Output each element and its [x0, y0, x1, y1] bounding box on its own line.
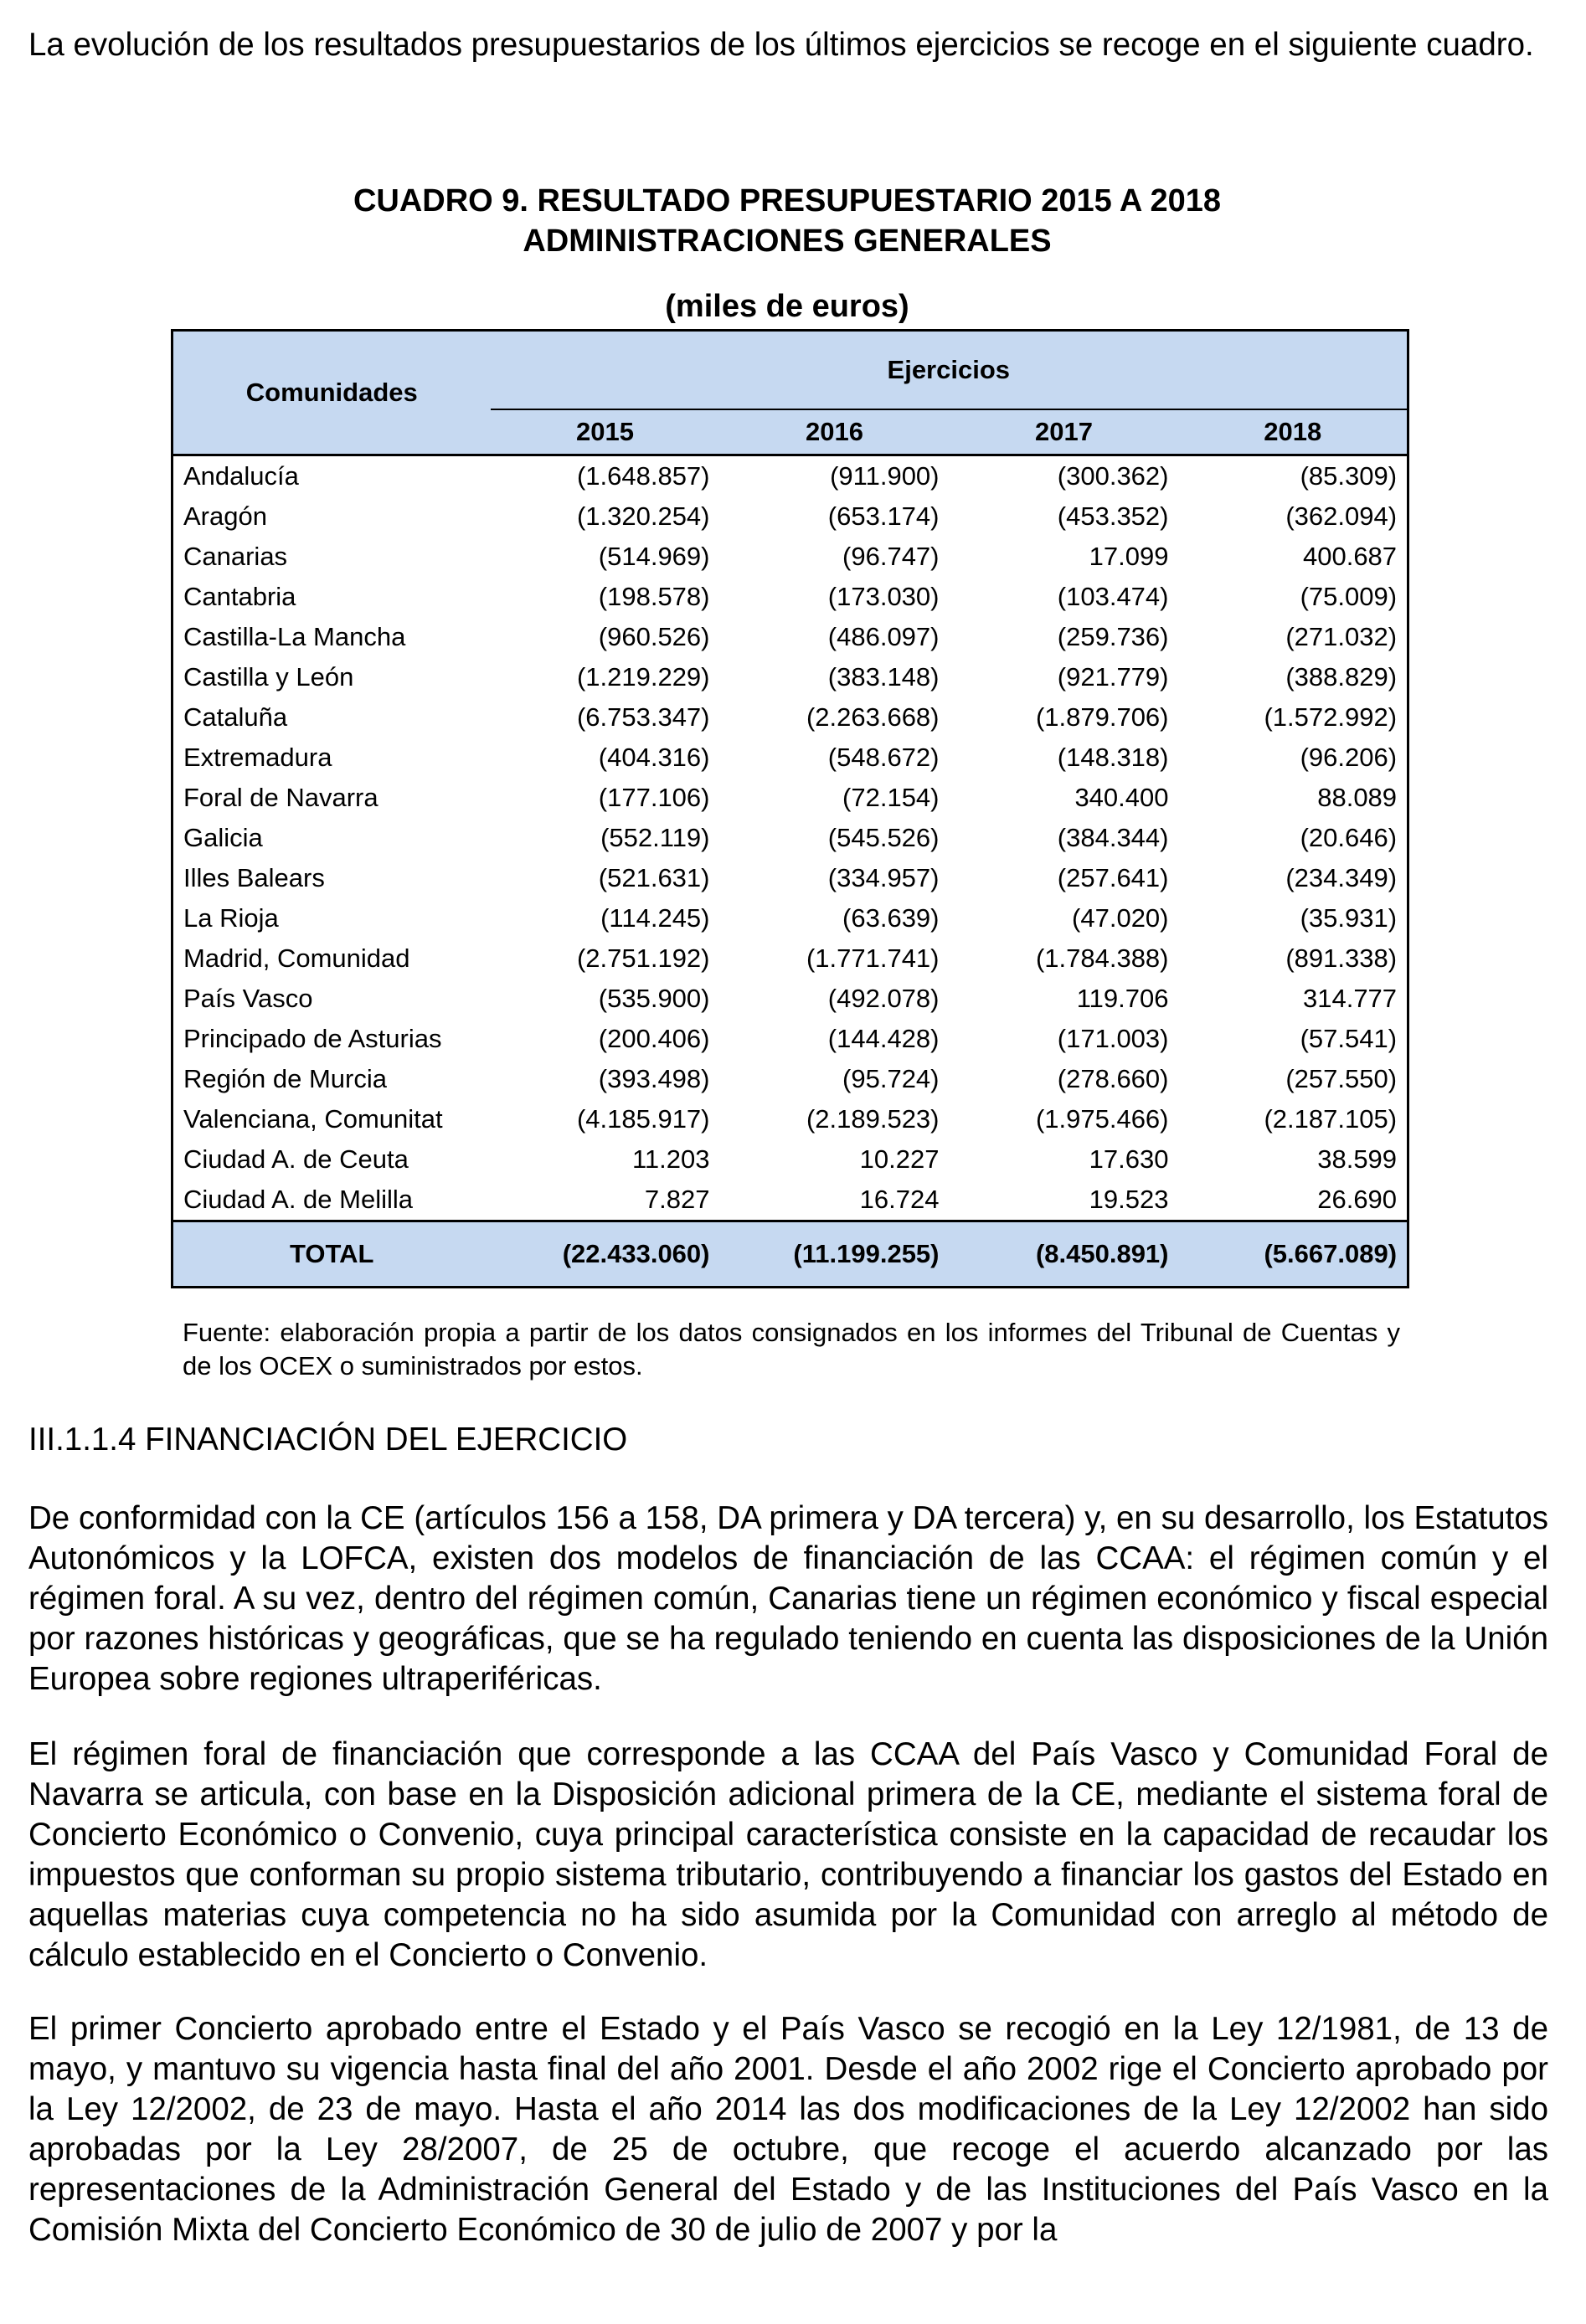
- table-row: [173, 778, 1408, 818]
- total-cell: (11.199.255): [720, 1221, 950, 1288]
- row-value-cell: (103.474): [1057, 582, 1169, 611]
- row-value-cell: (57.541): [1300, 1024, 1398, 1053]
- row-value-cell: (75.009): [1300, 582, 1398, 611]
- row-comunidad-name: Cantabria: [183, 582, 296, 611]
- table-row: [173, 577, 1408, 617]
- row-comunidad-name: Castilla y León: [183, 662, 354, 692]
- table-row: [173, 1059, 1408, 1099]
- row-value-cell: (960.526): [598, 622, 710, 651]
- table-row: [173, 979, 1408, 1019]
- row-value-cell: 340.400: [1074, 783, 1169, 812]
- row-value-cell: 17.630: [1089, 1144, 1169, 1174]
- row-value-cell: (891.338): [1285, 943, 1398, 973]
- table-row: [173, 818, 1408, 858]
- row-comunidad-name: Galicia: [183, 823, 263, 852]
- row-value-cell: (535.900): [598, 984, 710, 1013]
- table-row: [173, 455, 1408, 497]
- row-value-cell: (257.550): [1285, 1064, 1398, 1093]
- row-value-cell: (234.349): [1285, 863, 1398, 892]
- table-caption-units: (miles de euros): [665, 289, 909, 324]
- table-header-row: [173, 331, 1408, 410]
- table-row: [173, 1019, 1408, 1059]
- row-value-cell: (278.660): [1057, 1064, 1169, 1093]
- row-value-cell: (2.751.192): [576, 943, 710, 973]
- table-row: [173, 697, 1408, 738]
- row-comunidad-name: Castilla-La Mancha: [183, 622, 406, 651]
- row-comunidad-name: La Rioja: [183, 903, 279, 933]
- total-cell: (22.433.060): [491, 1221, 720, 1288]
- row-value-cell: (300.362): [950, 455, 1179, 497]
- section-heading: III.1.1.4 FINANCIACIÓN DEL EJERCICIO: [28, 1422, 628, 1458]
- row-comunidad-name: Cataluña: [183, 702, 288, 732]
- header-year: 2016: [806, 417, 863, 446]
- row-value-cell: (2.189.523): [806, 1104, 940, 1134]
- row-value-cell: (384.344): [1057, 823, 1169, 852]
- row-value-cell: (393.498): [598, 1064, 710, 1093]
- table-row: [173, 938, 1408, 979]
- row-comunidad-name: Foral de Navarra: [183, 783, 378, 812]
- row-value-cell: (1.648.857): [491, 455, 720, 497]
- table-row: [173, 1139, 1408, 1180]
- row-value-cell: (47.020): [1072, 903, 1169, 933]
- row-value-cell: (95.724): [842, 1064, 940, 1093]
- row-value-cell: (63.639): [842, 903, 940, 933]
- table-total-row: [173, 1221, 1408, 1288]
- row-value-cell: 400.687: [1302, 542, 1398, 571]
- table-row: [173, 1180, 1408, 1221]
- header-year: 2017: [1035, 417, 1093, 446]
- row-comunidad-name: Aragón: [183, 501, 267, 531]
- row-value-cell: (144.428): [827, 1024, 940, 1053]
- row-comunidad-name: Illes Balears: [183, 863, 325, 892]
- row-value-cell: 19.523: [1089, 1185, 1169, 1214]
- row-value-cell: (1.219.229): [576, 662, 710, 692]
- row-value-cell: (148.318): [1057, 743, 1169, 772]
- header-year: 2018: [1264, 417, 1322, 446]
- table-source-note: Fuente: elaboración propia a partir de los datos consignados en los informes del Tribunal de Cuentas y de los OCEX o suministrados por estos.: [183, 1318, 1400, 1381]
- row-value-cell: (404.316): [598, 743, 710, 772]
- row-value-cell: (96.206): [1300, 743, 1398, 772]
- row-value-cell: (521.631): [598, 863, 710, 892]
- body-paragraph: El primer Concierto aprobado entre el Estado y el País Vasco se recogió en la Ley 12/1981, de 13 de mayo, y mantuvo su vigencia hasta final del año 2001. Desde el año 2002 rige el Concierto aprobado por la Ley 12/2002, de 23 de mayo. Hasta el año 2014 las dos modificaciones de la Ley 12/2002 han sido aprobadas por la Ley 28/2007, de 25 de octubre, que recoge el acuerdo alcanzado por las representaciones de la Administración General del Estado y de las Instituciones del País Vasco en la Comisión Mixta del Concierto Económico de 30 de julio de 2007 y por la: [28, 2011, 1548, 2248]
- row-value-cell: (72.154): [842, 783, 940, 812]
- row-value-cell: (492.078): [827, 984, 940, 1013]
- row-value-cell: (35.931): [1300, 903, 1398, 933]
- table-row: [173, 738, 1408, 778]
- row-value-cell: (171.003): [1057, 1024, 1169, 1053]
- row-comunidad-name: Madrid, Comunidad: [183, 943, 410, 973]
- body-paragraph: De conformidad con la CE (artículos 156 a 158, DA primera y DA tercera) y, en su desarrollo, los Estatutos Autonómicos y la LOFCA, existen dos modelos de financiación de las CCAA: el régimen común y el régimen foral. A su vez, dentro del régimen común, Canarias tiene un régimen económico y fiscal especial por razones históricas y geográficas, que se ha regulado teniendo en cuenta las disposiciones de la Unión Europea sobre regiones ultraperiféricas.: [28, 1500, 1548, 1697]
- table-caption-subtitle: ADMINISTRACIONES GENERALES: [523, 224, 1052, 259]
- row-value-cell: (2.187.105): [1264, 1104, 1398, 1134]
- row-value-cell: 17.099: [1089, 542, 1169, 571]
- row-value-cell: (259.736): [1057, 622, 1169, 651]
- row-value-cell: (1.320.254): [576, 501, 710, 531]
- row-value-cell: (1.975.466): [1035, 1104, 1169, 1134]
- row-value-cell: (388.829): [1285, 662, 1398, 692]
- row-value-cell: 10.227: [859, 1144, 940, 1174]
- body-paragraph: El régimen foral de financiación que corresponde a las CCAA del País Vasco y Comunidad Foral de Navarra se articula, con base en la Disposición adicional primera de la CE, mediante el sistema foral de Concierto Económico o Convenio, cuya principal característica consiste en la capacidad de recaudar los impuestos que conforman su propio sistema tributario, contribuyendo a financiar los gastos del Estado en aquellas materias cuya competencia no ha sido asumida por la Comunidad con arreglo al método de cálculo establecido en el Concierto o Convenio.: [28, 1736, 1548, 1973]
- row-comunidad-name: Región de Murcia: [183, 1064, 387, 1093]
- row-value-cell: 26.690: [1317, 1185, 1398, 1214]
- total-cell: (5.667.089): [1179, 1221, 1408, 1288]
- row-value-cell: (177.106): [598, 783, 710, 812]
- row-value-cell: (1.572.992): [1264, 702, 1398, 732]
- row-value-cell: (1.784.388): [1035, 943, 1169, 973]
- table-row: [173, 537, 1408, 577]
- row-comunidad-name: Principado de Asturias: [183, 1024, 442, 1053]
- row-value-cell: (198.578): [598, 582, 710, 611]
- header-comunidades: Comunidades: [245, 378, 418, 407]
- total-label: TOTAL: [173, 1221, 491, 1288]
- row-value-cell: (114.245): [600, 903, 710, 933]
- budget-result-table: [171, 329, 1409, 1288]
- row-value-cell: (911.900): [720, 455, 950, 497]
- row-value-cell: (453.352): [1057, 501, 1169, 531]
- row-value-cell: (514.969): [598, 542, 710, 571]
- row-value-cell: (96.747): [842, 542, 940, 571]
- row-value-cell: 11.203: [631, 1144, 710, 1174]
- row-value-cell: (85.309): [1179, 455, 1408, 497]
- table-row: [173, 858, 1408, 898]
- row-comunidad-name: Canarias: [183, 542, 288, 571]
- row-value-cell: (383.148): [827, 662, 940, 692]
- row-value-cell: 16.724: [859, 1185, 940, 1214]
- row-value-cell: 88.089: [1317, 783, 1398, 812]
- table-row: [173, 1099, 1408, 1139]
- row-value-cell: 119.706: [1076, 984, 1169, 1013]
- row-value-cell: (545.526): [827, 823, 940, 852]
- row-comunidad-name: Ciudad A. de Melilla: [183, 1185, 413, 1214]
- table-row: [173, 898, 1408, 938]
- table-row: [173, 657, 1408, 697]
- row-value-cell: 7.827: [644, 1185, 710, 1214]
- row-value-cell: (486.097): [827, 622, 940, 651]
- row-value-cell: (1.879.706): [1035, 702, 1169, 732]
- intro-paragraph: La evolución de los resultados presupuestarios de los últimos ejercicios se recoge en el siguiente cuadro.: [28, 27, 1534, 63]
- row-value-cell: (552.119): [600, 823, 710, 852]
- header-ejercicios: Ejercicios: [491, 331, 1408, 410]
- row-comunidad-name: Ciudad A. de Ceuta: [183, 1144, 409, 1174]
- table-row: [173, 617, 1408, 657]
- row-value-cell: (173.030): [827, 582, 940, 611]
- table-row: [173, 496, 1408, 537]
- row-value-cell: (2.263.668): [806, 702, 940, 732]
- row-comunidad-name: Andalucía: [173, 455, 491, 497]
- table-caption-title: CUADRO 9. RESULTADO PRESUPUESTARIO 2015 A 2018: [353, 183, 1222, 219]
- row-value-cell: 314.777: [1302, 984, 1398, 1013]
- row-comunidad-name: Extremadura: [183, 743, 332, 772]
- row-value-cell: (653.174): [827, 501, 940, 531]
- header-year: 2015: [576, 417, 634, 446]
- row-value-cell: (334.957): [827, 863, 940, 892]
- row-value-cell: (921.779): [1057, 662, 1169, 692]
- total-cell: (8.450.891): [950, 1221, 1179, 1288]
- row-value-cell: (257.641): [1057, 863, 1169, 892]
- row-value-cell: (362.094): [1285, 501, 1398, 531]
- table-body: [173, 455, 1408, 1221]
- row-value-cell: (6.753.347): [576, 702, 710, 732]
- row-comunidad-name: Valenciana, Comunitat: [183, 1104, 443, 1134]
- row-value-cell: (548.672): [827, 743, 940, 772]
- row-value-cell: (20.646): [1300, 823, 1398, 852]
- row-value-cell: (271.032): [1285, 622, 1398, 651]
- row-value-cell: (4.185.917): [576, 1104, 710, 1134]
- row-value-cell: 38.599: [1317, 1144, 1398, 1174]
- row-value-cell: (1.771.741): [806, 943, 940, 973]
- row-value-cell: (200.406): [598, 1024, 710, 1053]
- row-comunidad-name: País Vasco: [183, 984, 313, 1013]
